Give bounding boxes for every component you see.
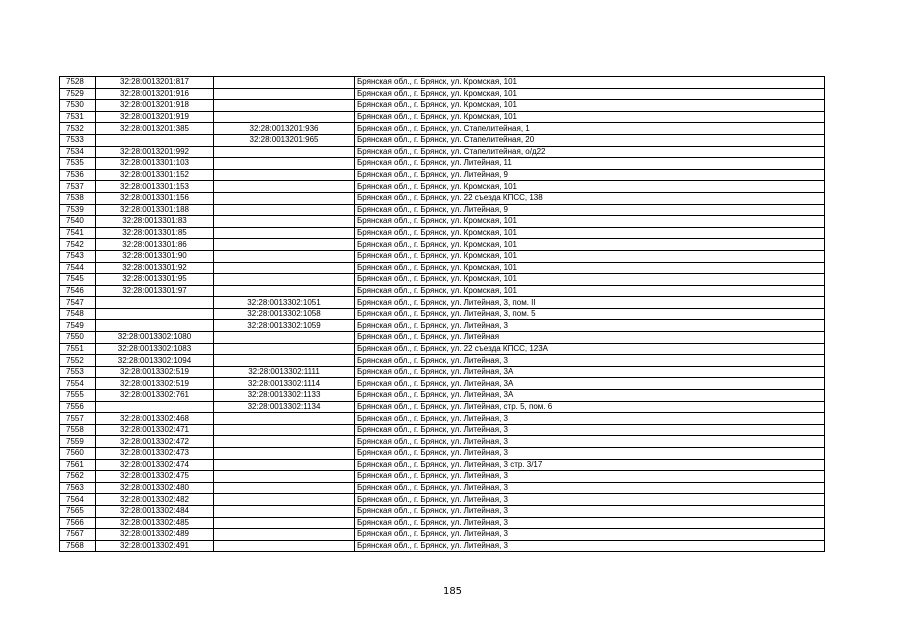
- table-row: [60, 378, 825, 390]
- parcel-number-cell: 32:28:0013302:480: [96, 482, 214, 494]
- address-cell: Брянская обл., г. Брянск, ул. Литейная, 3 стр. 3/17: [355, 459, 825, 471]
- parcel-number-cell: [96, 308, 214, 320]
- table-row: [60, 424, 825, 436]
- address-cell: Брянская обл., г. Брянск, ул. Литейная, 3: [355, 413, 825, 425]
- row-number-cell: 7566: [60, 517, 96, 529]
- address-cell: Брянская обл., г. Брянск, ул. Кромская, 101: [355, 77, 825, 89]
- table-row: [60, 146, 825, 158]
- address-cell: Брянская обл., г. Брянск, ул. Кромская, 101: [355, 285, 825, 297]
- object-number-cell: [214, 540, 355, 552]
- parcel-number-cell: 32:28:0013301:103: [96, 158, 214, 170]
- row-number-cell: 7543: [60, 250, 96, 262]
- address-cell: Брянская обл., г. Брянск, ул. Литейная, 3: [355, 471, 825, 483]
- table-row: [60, 494, 825, 506]
- table-row: [60, 390, 825, 402]
- object-number-cell: [214, 158, 355, 170]
- object-number-cell: [214, 505, 355, 517]
- row-number-cell: 7535: [60, 158, 96, 170]
- object-number-cell: [214, 100, 355, 112]
- parcel-number-cell: 32:28:0013302:489: [96, 529, 214, 541]
- table-row: [60, 285, 825, 297]
- object-number-cell: 32:28:0013201:965: [214, 134, 355, 146]
- row-number-cell: 7537: [60, 181, 96, 193]
- row-number-cell: 7565: [60, 505, 96, 517]
- row-number-cell: 7562: [60, 471, 96, 483]
- address-cell: Брянская обл., г. Брянск, ул. 22 съезда КПСС, 138: [355, 192, 825, 204]
- table-row: [60, 100, 825, 112]
- address-cell: Брянская обл., г. Брянск, ул. Литейная, 3А: [355, 366, 825, 378]
- row-number-cell: 7559: [60, 436, 96, 448]
- row-number-cell: 7563: [60, 482, 96, 494]
- table-row: [60, 332, 825, 344]
- object-number-cell: [214, 436, 355, 448]
- object-number-cell: [214, 250, 355, 262]
- object-number-cell: [214, 343, 355, 355]
- table-row: [60, 239, 825, 251]
- row-number-cell: 7549: [60, 320, 96, 332]
- address-cell: Брянская обл., г. Брянск, ул. Литейная, 3: [355, 424, 825, 436]
- parcel-number-cell: 32:28:0013301:152: [96, 169, 214, 181]
- address-cell: Брянская обл., г. Брянск, ул. Литейная, 3: [355, 505, 825, 517]
- row-number-cell: 7550: [60, 332, 96, 344]
- address-cell: Брянская обл., г. Брянск, ул. Литейная, 3: [355, 517, 825, 529]
- object-number-cell: [214, 262, 355, 274]
- parcel-number-cell: [96, 401, 214, 413]
- table-row: [60, 529, 825, 541]
- address-cell: Брянская обл., г. Брянск, ул. Литейная, 3: [355, 494, 825, 506]
- address-cell: Брянская обл., г. Брянск, ул. Литейная, 9: [355, 204, 825, 216]
- address-cell: Брянская обл., г. Брянск, ул. Кромская, 101: [355, 250, 825, 262]
- object-number-cell: [214, 77, 355, 89]
- table-row: [60, 169, 825, 181]
- parcel-number-cell: 32:28:0013302:519: [96, 366, 214, 378]
- row-number-cell: 7532: [60, 123, 96, 135]
- table-row: [60, 274, 825, 286]
- object-number-cell: [214, 413, 355, 425]
- parcel-number-cell: 32:28:0013302:519: [96, 378, 214, 390]
- row-number-cell: 7547: [60, 297, 96, 309]
- object-number-cell: 32:28:0013302:1134: [214, 401, 355, 413]
- address-cell: Брянская обл., г. Брянск, ул. Литейная: [355, 332, 825, 344]
- table-row: [60, 123, 825, 135]
- object-number-cell: [214, 169, 355, 181]
- parcel-number-cell: 32:28:0013302:471: [96, 424, 214, 436]
- table-row: [60, 343, 825, 355]
- object-number-cell: [214, 239, 355, 251]
- address-cell: Брянская обл., г. Брянск, ул. Литейная, 3: [355, 320, 825, 332]
- table-row: [60, 308, 825, 320]
- table-row: [60, 297, 825, 309]
- parcel-number-cell: 32:28:0013301:83: [96, 216, 214, 228]
- page-number: 185: [442, 586, 463, 597]
- object-number-cell: 32:28:0013302:1059: [214, 320, 355, 332]
- address-cell: Брянская обл., г. Брянск, ул. Кромская, 101: [355, 239, 825, 251]
- parcel-number-cell: 32:28:0013302:1094: [96, 355, 214, 367]
- object-number-cell: [214, 482, 355, 494]
- parcel-number-cell: 32:28:0013302:484: [96, 505, 214, 517]
- row-number-cell: 7536: [60, 169, 96, 181]
- row-number-cell: 7530: [60, 100, 96, 112]
- object-number-cell: [214, 448, 355, 460]
- parcel-number-cell: 32:28:0013201:992: [96, 146, 214, 158]
- row-number-cell: 7545: [60, 274, 96, 286]
- object-number-cell: 32:28:0013302:1133: [214, 390, 355, 402]
- table-row: [60, 436, 825, 448]
- table-row: [60, 192, 825, 204]
- address-cell: Брянская обл., г. Брянск, ул. Литейная, 3: [355, 355, 825, 367]
- table-row: [60, 448, 825, 460]
- object-number-cell: [214, 332, 355, 344]
- address-cell: Брянская обл., г. Брянск, ул. Литейная, 9: [355, 169, 825, 181]
- table-row: [60, 181, 825, 193]
- parcel-number-cell: [96, 134, 214, 146]
- parcel-number-cell: 32:28:0013301:86: [96, 239, 214, 251]
- object-number-cell: [214, 529, 355, 541]
- registry-table: [59, 76, 825, 552]
- row-number-cell: 7558: [60, 424, 96, 436]
- parcel-number-cell: 32:28:0013201:817: [96, 77, 214, 89]
- address-cell: Брянская обл., г. Брянск, ул. Литейная, 3А: [355, 378, 825, 390]
- row-number-cell: 7568: [60, 540, 96, 552]
- parcel-number-cell: 32:28:0013302:1083: [96, 343, 214, 355]
- registry-table-body: [60, 77, 825, 552]
- object-number-cell: [214, 424, 355, 436]
- parcel-number-cell: 32:28:0013301:92: [96, 262, 214, 274]
- row-number-cell: 7564: [60, 494, 96, 506]
- address-cell: Брянская обл., г. Брянск, ул. Кромская, 101: [355, 100, 825, 112]
- parcel-number-cell: 32:28:0013302:474: [96, 459, 214, 471]
- parcel-number-cell: 32:28:0013302:473: [96, 448, 214, 460]
- object-number-cell: [214, 227, 355, 239]
- parcel-number-cell: 32:28:0013302:761: [96, 390, 214, 402]
- table-row: [60, 250, 825, 262]
- address-cell: Брянская обл., г. Брянск, ул. Кромская, 101: [355, 216, 825, 228]
- table-row: [60, 134, 825, 146]
- table-row: [60, 216, 825, 228]
- parcel-number-cell: 32:28:0013302:475: [96, 471, 214, 483]
- row-number-cell: 7541: [60, 227, 96, 239]
- address-cell: Брянская обл., г. Брянск, ул. Кромская, 101: [355, 227, 825, 239]
- address-cell: Брянская обл., г. Брянск, ул. Стапелитейная, 1: [355, 123, 825, 135]
- address-cell: Брянская обл., г. Брянск, ул. Стапелитейная, о/д22: [355, 146, 825, 158]
- table-row: [60, 227, 825, 239]
- address-cell: Брянская обл., г. Брянск, ул. Литейная, 3: [355, 448, 825, 460]
- address-cell: Брянская обл., г. Брянск, ул. Литейная, 3: [355, 482, 825, 494]
- address-cell: Брянская обл., г. Брянск, ул. 22 съезда КПСС, 123А: [355, 343, 825, 355]
- table-row: [60, 111, 825, 123]
- row-number-cell: 7561: [60, 459, 96, 471]
- table-row: [60, 505, 825, 517]
- parcel-number-cell: 32:28:0013301:95: [96, 274, 214, 286]
- object-number-cell: [214, 216, 355, 228]
- table-row: [60, 355, 825, 367]
- row-number-cell: 7546: [60, 285, 96, 297]
- parcel-number-cell: 32:28:0013302:485: [96, 517, 214, 529]
- object-number-cell: [214, 204, 355, 216]
- table-row: [60, 158, 825, 170]
- address-cell: Брянская обл., г. Брянск, ул. Литейная, 3, пом. II: [355, 297, 825, 309]
- parcel-number-cell: 32:28:0013201:918: [96, 100, 214, 112]
- address-cell: Брянская обл., г. Брянск, ул. Литейная, 11: [355, 158, 825, 170]
- object-number-cell: [214, 355, 355, 367]
- parcel-number-cell: 32:28:0013201:919: [96, 111, 214, 123]
- address-cell: Брянская обл., г. Брянск, ул. Кромская, 101: [355, 262, 825, 274]
- table-row: [60, 459, 825, 471]
- object-number-cell: [214, 517, 355, 529]
- object-number-cell: 32:28:0013302:1058: [214, 308, 355, 320]
- parcel-number-cell: 32:28:0013302:468: [96, 413, 214, 425]
- address-cell: Брянская обл., г. Брянск, ул. Кромская, 101: [355, 88, 825, 100]
- address-cell: Брянская обл., г. Брянск, ул. Кромская, 101: [355, 274, 825, 286]
- row-number-cell: 7554: [60, 378, 96, 390]
- object-number-cell: [214, 494, 355, 506]
- row-number-cell: 7557: [60, 413, 96, 425]
- row-number-cell: 7548: [60, 308, 96, 320]
- table-row: [60, 540, 825, 552]
- parcel-number-cell: 32:28:0013302:491: [96, 540, 214, 552]
- object-number-cell: [214, 88, 355, 100]
- row-number-cell: 7553: [60, 366, 96, 378]
- object-number-cell: 32:28:0013302:1051: [214, 297, 355, 309]
- row-number-cell: 7567: [60, 529, 96, 541]
- parcel-number-cell: 32:28:0013301:188: [96, 204, 214, 216]
- parcel-number-cell: 32:28:0013302:482: [96, 494, 214, 506]
- address-cell: Брянская обл., г. Брянск, ул. Кромская, 101: [355, 181, 825, 193]
- object-number-cell: [214, 111, 355, 123]
- object-number-cell: [214, 146, 355, 158]
- object-number-cell: 32:28:0013201:936: [214, 123, 355, 135]
- table-row: [60, 413, 825, 425]
- table-row: [60, 77, 825, 89]
- row-number-cell: 7544: [60, 262, 96, 274]
- object-number-cell: [214, 181, 355, 193]
- parcel-number-cell: 32:28:0013301:153: [96, 181, 214, 193]
- row-number-cell: 7560: [60, 448, 96, 460]
- row-number-cell: 7534: [60, 146, 96, 158]
- row-number-cell: 7542: [60, 239, 96, 251]
- object-number-cell: [214, 459, 355, 471]
- table-row: [60, 366, 825, 378]
- object-number-cell: 32:28:0013302:1114: [214, 378, 355, 390]
- table-row: [60, 401, 825, 413]
- object-number-cell: [214, 192, 355, 204]
- row-number-cell: 7529: [60, 88, 96, 100]
- address-cell: Брянская обл., г. Брянск, ул. Кромская, 101: [355, 111, 825, 123]
- table-row: [60, 320, 825, 332]
- row-number-cell: 7556: [60, 401, 96, 413]
- parcel-number-cell: 32:28:0013201:385: [96, 123, 214, 135]
- object-number-cell: [214, 274, 355, 286]
- parcel-number-cell: [96, 297, 214, 309]
- address-cell: Брянская обл., г. Брянск, ул. Литейная, 3А: [355, 390, 825, 402]
- table-row: [60, 517, 825, 529]
- row-number-cell: 7538: [60, 192, 96, 204]
- row-number-cell: 7540: [60, 216, 96, 228]
- parcel-number-cell: 32:28:0013201:916: [96, 88, 214, 100]
- parcel-number-cell: 32:28:0013301:85: [96, 227, 214, 239]
- table-row: [60, 471, 825, 483]
- row-number-cell: 7533: [60, 134, 96, 146]
- address-cell: Брянская обл., г. Брянск, ул. Литейная, 3: [355, 540, 825, 552]
- table-row: [60, 262, 825, 274]
- parcel-number-cell: 32:28:0013302:1080: [96, 332, 214, 344]
- parcel-number-cell: 32:28:0013301:97: [96, 285, 214, 297]
- table-row: [60, 88, 825, 100]
- address-cell: Брянская обл., г. Брянск, ул. Литейная, 3: [355, 436, 825, 448]
- row-number-cell: 7531: [60, 111, 96, 123]
- row-number-cell: 7551: [60, 343, 96, 355]
- object-number-cell: 32:28:0013302:1111: [214, 366, 355, 378]
- row-number-cell: 7528: [60, 77, 96, 89]
- address-cell: Брянская обл., г. Брянск, ул. Литейная, стр. 5, пом. 6: [355, 401, 825, 413]
- table-row: [60, 204, 825, 216]
- row-number-cell: 7555: [60, 390, 96, 402]
- parcel-number-cell: 32:28:0013301:156: [96, 192, 214, 204]
- address-cell: Брянская обл., г. Брянск, ул. Литейная, 3, пом. 5: [355, 308, 825, 320]
- address-cell: Брянская обл., г. Брянск, ул. Стапелитейная, 20: [355, 134, 825, 146]
- parcel-number-cell: [96, 320, 214, 332]
- address-cell: Брянская обл., г. Брянск, ул. Литейная, 3: [355, 529, 825, 541]
- row-number-cell: 7539: [60, 204, 96, 216]
- table-row: [60, 482, 825, 494]
- object-number-cell: [214, 285, 355, 297]
- parcel-number-cell: 32:28:0013302:472: [96, 436, 214, 448]
- row-number-cell: 7552: [60, 355, 96, 367]
- parcel-number-cell: 32:28:0013301:90: [96, 250, 214, 262]
- object-number-cell: [214, 471, 355, 483]
